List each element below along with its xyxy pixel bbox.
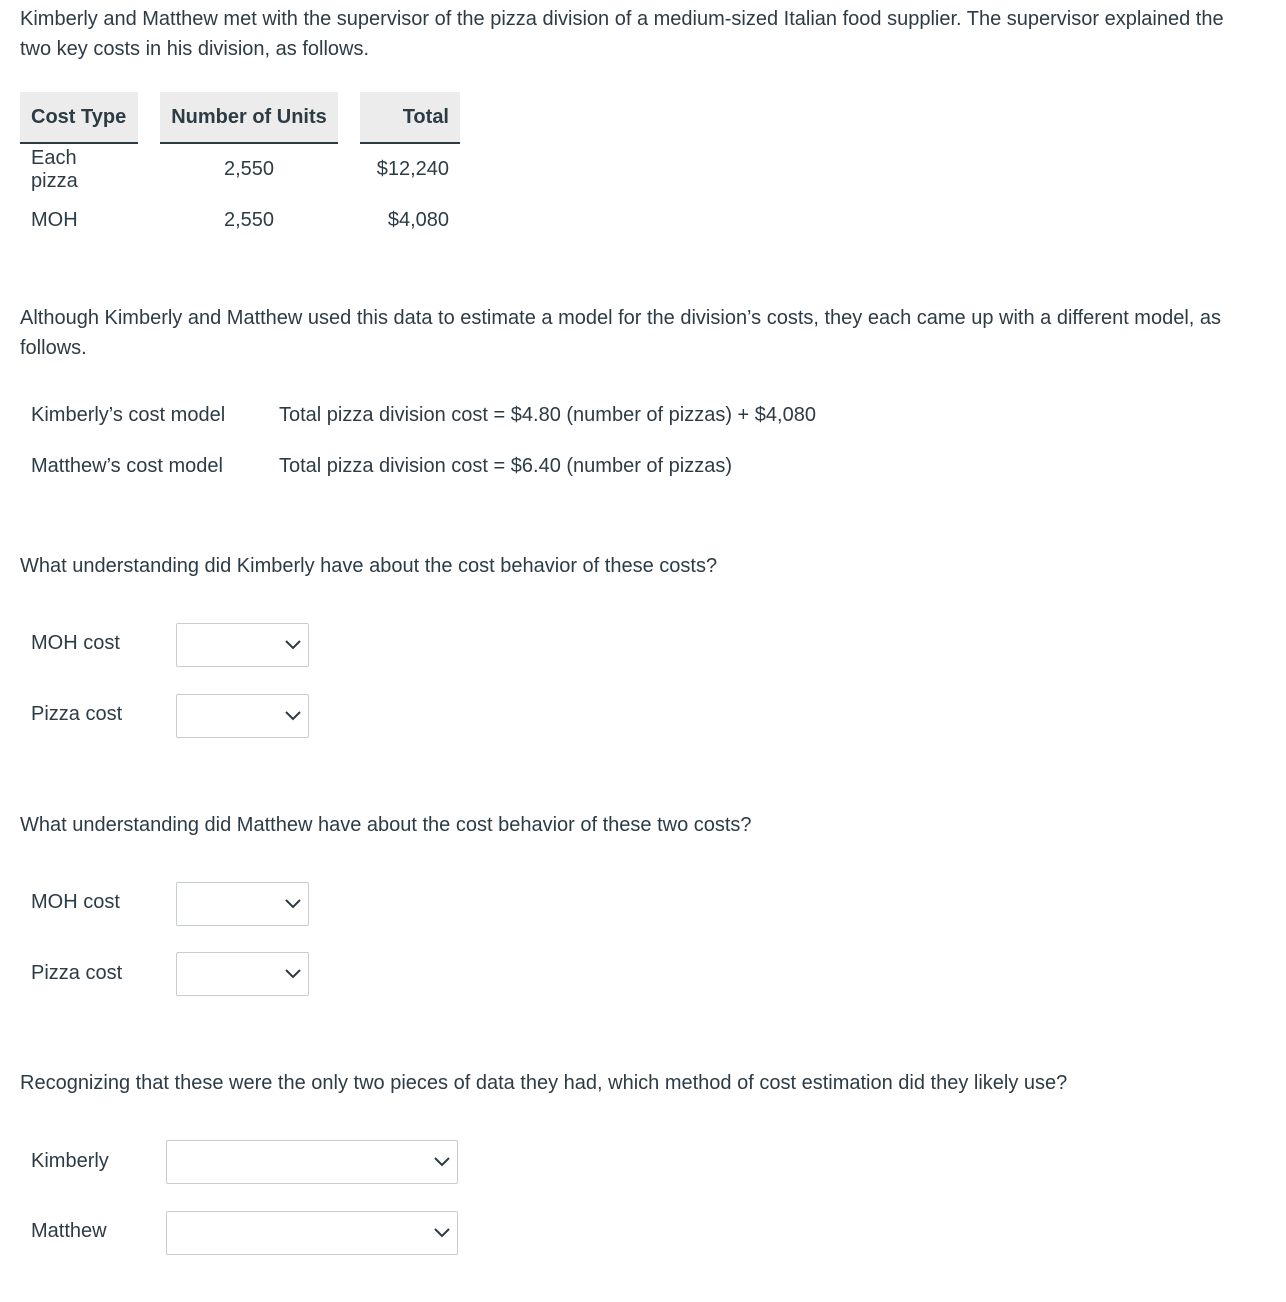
q2-pizza-cost-label: Pizza cost: [31, 962, 123, 984]
cost-type-cell: Each pizza: [31, 146, 78, 192]
cost-table: [20, 92, 460, 246]
table-row: [20, 144, 460, 195]
chevron-down-icon: [433, 1226, 451, 1240]
q1-moh-cost-select[interactable]: [176, 623, 309, 667]
q3-matthew-method-select[interactable]: [166, 1211, 458, 1255]
kimberly-model-label: Kimberly’s cost model: [31, 404, 226, 426]
chevron-down-icon: [284, 638, 302, 652]
header-number-of-units: Number of Units: [160, 92, 338, 144]
q1-pizza-cost-select[interactable]: [176, 694, 309, 738]
table-header-row: [20, 92, 460, 144]
header-cost-type: Cost Type: [20, 92, 138, 144]
question-matthew: What understanding did Matthew have about the cost behavior of these two costs?: [20, 814, 752, 836]
intro-paragraph: Kimberly and Matthew met with the supervisor of the pizza division of a medium-sized Italian food supplier. The supervisor explained the two key costs in his division, as follows.: [20, 8, 1224, 60]
q3-kimberly-label: Kimberly: [31, 1150, 109, 1172]
q2-moh-cost-select[interactable]: [176, 882, 309, 926]
question-kimberly: What understanding did Kimberly have about the cost behavior of these costs?: [20, 555, 718, 577]
table-row: [20, 195, 460, 246]
total-cell: $4,080: [387, 209, 449, 231]
models-intro-paragraph: Although Kimberly and Matthew used this data to estimate a model for the division’s costs, they each came up with a different model, as follows.: [20, 307, 1222, 359]
q3-kimberly-method-select[interactable]: [166, 1140, 458, 1184]
question-method: Recognizing that these were the only two pieces of data they had, which method of cost estimation did they likely use?: [20, 1072, 1068, 1094]
chevron-down-icon: [284, 709, 302, 723]
cost-type-cell: MOH: [31, 209, 78, 231]
matthew-model-formula: Total pizza division cost = $6.40 (number of pizzas): [279, 455, 732, 477]
matthew-model-label: Matthew’s cost model: [31, 455, 223, 477]
units-cell: 2,550: [223, 158, 275, 180]
q3-matthew-label: Matthew: [31, 1220, 107, 1242]
chevron-down-icon: [284, 967, 302, 981]
header-total: Total: [360, 92, 460, 144]
q1-pizza-cost-label: Pizza cost: [31, 703, 123, 725]
q1-moh-cost-label: MOH cost: [31, 632, 120, 654]
chevron-down-icon: [433, 1155, 451, 1169]
q2-pizza-cost-select[interactable]: [176, 952, 309, 996]
kimberly-model-formula: Total pizza division cost = $4.80 (number of pizzas) + $4,080: [279, 404, 816, 426]
units-cell: 2,550: [223, 209, 275, 231]
q2-moh-cost-label: MOH cost: [31, 891, 120, 913]
total-cell: $12,240: [376, 158, 449, 180]
chevron-down-icon: [284, 897, 302, 911]
